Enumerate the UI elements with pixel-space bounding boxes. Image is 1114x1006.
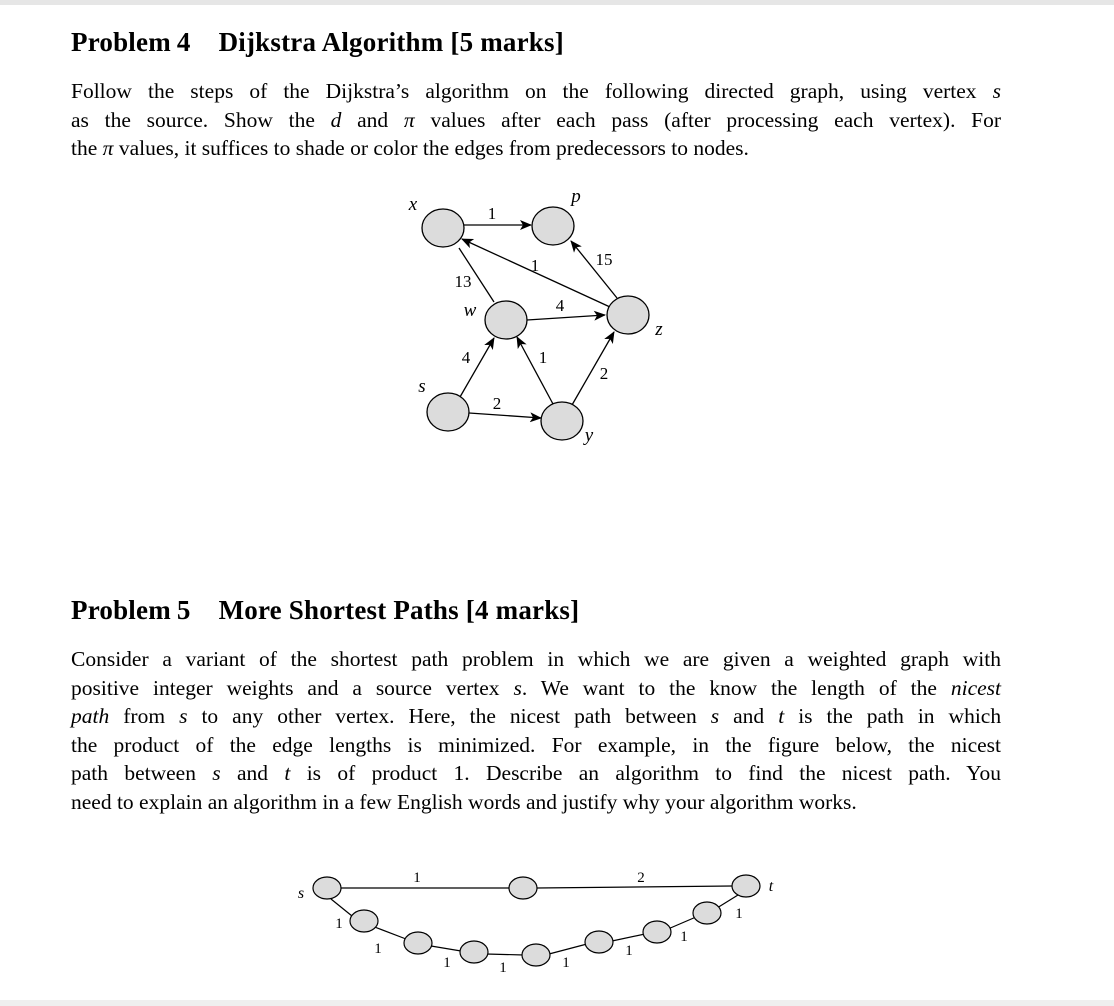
vertex-label-w: w [463,300,477,321]
vertex-w [485,301,527,339]
edge-s-y [469,413,541,418]
problem-label: Problem [71,595,171,625]
problem-number: 5 [176,595,191,625]
math-var: π [102,136,114,160]
chain-weight: 1 [562,955,570,971]
nicest-path-graph [280,865,800,975]
problem-number: 4 [176,27,191,57]
problem-5-heading [71,595,579,626]
text-line: path between s and t is of product 1. Describe an algorithm to find the nicest path. You [71,761,1002,785]
node-label-t: t [768,878,774,895]
top-weight: 2 [637,870,645,886]
text-line: path from s to any other vertex. Here, the nicest path between s and t is the path in which [71,704,1002,728]
weight-x-p: 1 [487,204,497,223]
node-chain [460,941,488,963]
top-border [0,0,1114,5]
edge-s-w [460,338,494,397]
edge-chain [612,934,645,941]
edge-chain [486,954,524,955]
math-var: s [992,79,1001,103]
text-line: the π values, it suffices to shade or color the edges from predecessors to nodes. [71,136,749,160]
weight-w-z: 4 [555,296,565,315]
vertex-x [422,209,464,247]
node-chain [350,910,378,932]
vertex-label-y: y [584,425,594,446]
bottom-border [0,1000,1114,1006]
edge-w-z [527,315,605,320]
weight-z-x: 1 [530,256,540,275]
emphasis: nicest [950,675,1002,700]
text-line: need to explain an algorithm in a few English words and justify why your algorithm works. [71,789,857,814]
text-line: the product of the edge lengths is minimized. For example, in the figure below, the nicest [71,732,1001,757]
vertex-z [607,296,649,334]
dijkstra-graph [380,180,700,470]
problem-title: More Shortest Paths [4 marks] [218,595,580,625]
node-chain [585,931,613,953]
top-weight: 1 [413,870,421,886]
problem-4-heading [71,27,564,58]
edge-y-w [517,337,553,404]
edge-chain [431,946,461,951]
math-var: s [179,704,188,728]
vertex-y [541,402,583,440]
weight-z-p: 15 [595,250,613,269]
chain-weight: 1 [374,941,382,957]
weight-y-z: 2 [599,364,609,383]
vertex-label-s: s [418,376,426,397]
text-line: Follow the steps of the Dijkstra’s algorithm on the following directed graph, using vertex s [71,79,1001,103]
problem-5-text [71,645,1001,816]
chain-weight: 1 [499,960,507,975]
weight-s-w: 4 [461,348,471,367]
node-t [732,875,760,897]
vertex-p [532,207,574,245]
node-chain [693,902,721,924]
math-var: π [403,107,415,132]
weight-y-w: 1 [538,348,548,367]
node-s [313,877,341,899]
edge-chain [372,926,406,939]
vertex-label-p: p [571,186,581,207]
math-var: s [710,704,720,728]
edge-chain [668,917,696,929]
problem-title: Dijkstra Algorithm [5 marks] [218,27,564,57]
text-line: Consider a variant of the shortest path problem in which we are given a weighted graph with [71,647,1001,671]
problem-label: Problem [71,27,171,57]
node-middle [509,877,537,899]
math-var: d [330,107,342,132]
chain-weight: 1 [735,906,743,922]
problem-4-text [71,77,1001,163]
node-chain [404,932,432,954]
weight-w-x: 13 [454,272,472,291]
text-line: as the source. Show the d and π values after each pass (after processing each vertex). For [71,107,1002,132]
edge-top-2 [537,886,732,888]
chain-weight: 1 [680,929,688,945]
chain-weight: 1 [625,943,633,959]
node-chain [643,921,671,943]
edge-chain [549,944,587,954]
emphasis: path [71,704,110,728]
node-chain [522,944,550,966]
vertex-s [427,393,469,431]
math-var: t [284,761,291,785]
text-line: positive integer weights and a source vertex s. We want to the know the length of the nicest [71,675,1002,700]
vertex-label-z: z [655,319,663,340]
chain-weight: 1 [335,916,343,932]
node-label-s: s [297,885,305,902]
edge-chain [331,899,352,916]
vertex-label-x: x [408,194,418,215]
math-var: s [212,761,221,785]
chain-weight: 1 [443,955,451,971]
math-var: t [778,704,785,728]
weight-s-y: 2 [492,394,502,413]
math-var: s [513,675,522,700]
